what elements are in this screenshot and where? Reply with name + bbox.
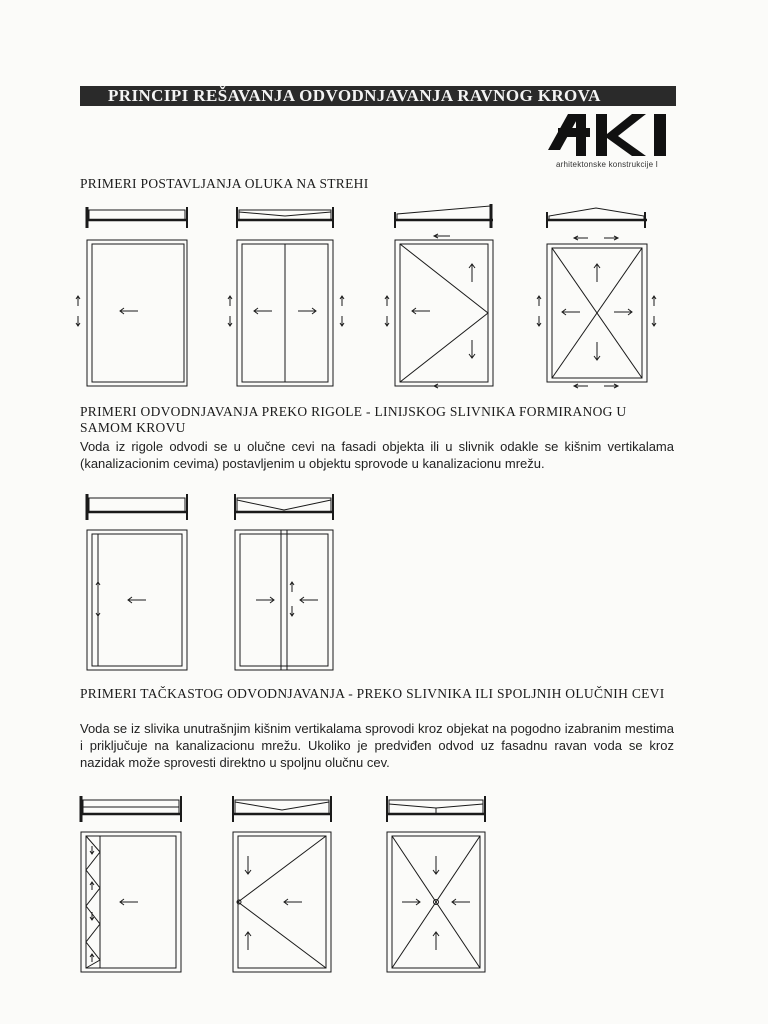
figure-gutter-1 [84, 202, 194, 392]
figure-rigola-2 [232, 494, 340, 676]
section3-text: Voda se iz slivika unutrašnjim kišnim vertikalama sprovodi kroz objekat na pogodno izabranim mestima i priključuje na kanalizacionu mrežu. Ukoliko je predviđen odvod uz fasadnu ravan voda se kroz nazidak može sprovesti direktno u spoljnu olučnu cev. [80, 721, 674, 770]
figure-point-2 [230, 794, 336, 976]
logo-caption: arhitektonske konstrukcije I [556, 160, 659, 169]
figure-gutter-2 [234, 202, 338, 392]
figure-point-3 [384, 794, 490, 976]
figure-point-1 [78, 794, 188, 976]
figure-rigola-1 [84, 494, 194, 676]
section2-text: Voda iz rigole odvodi se u olučne cevi na fasadi objekta ili u slivnik odakle se kišnim vertikalama (kanalizacionim cevima) postavljenim u objektu sprovode u kanalizacionu mrežu. [80, 439, 674, 471]
page-title: PRINCIPI REŠAVANJA ODVODNJAVANJA RAVNOG KROVA [80, 86, 676, 106]
figure-gutter-4 [544, 202, 654, 398]
section2-heading: PRIMERI ODVODNJAVANJA PREKO RIGOLE - LINIJSKOG SLIVNIKA FORMIRANOG U SAMOM KROVU [80, 404, 627, 435]
section1-heading: PRIMERI POSTAVLJANJA OLUKA NA STREHI [80, 176, 369, 191]
figure-gutter-3 [392, 202, 500, 392]
section3-heading: PRIMERI TAČKASTOG ODVODNJAVANJA - PREKO SLIVNIKA ILI SPOLJNIH OLUČNIH CEVI [80, 686, 665, 701]
